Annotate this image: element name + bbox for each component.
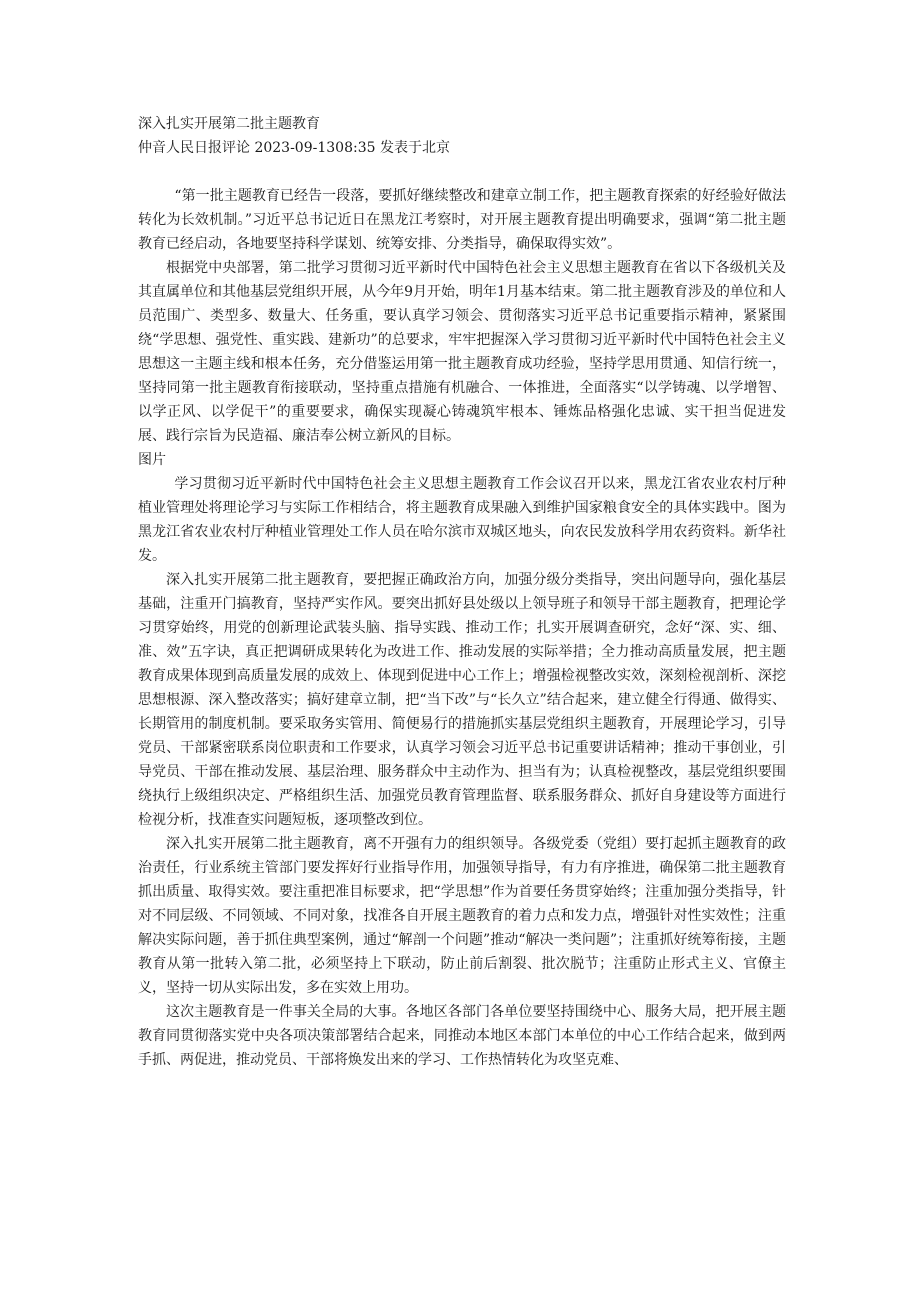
article-page (138, 112, 786, 1072)
article-byline: 仲音人民日报评论 2023-09-1308:35 发表于北京 (138, 140, 450, 156)
article-title: 深入扎实开展第二批主题教育 (138, 116, 320, 132)
blank-line (138, 160, 786, 184)
image-placeholder-label: 图片 (138, 452, 166, 468)
paragraph-overall: 这次主题教育是一件事关全局的大事。各地区各部门各单位要坚持围绕中心、服务大局，把开展主题教育同贯彻落实党中央各项决策部署结合起来，同推动本地区本部门本单位的中心工作结合起来，做到两手抓、两促进，推动党员、干部将焕发出来的学习、工作热情转化为攻坚克难、 (138, 1004, 786, 1068)
paragraph-leadership: 深入扎实开展第二批主题教育，离不开强有力的组织领导。各级党委（党组）要打起抓主题教育的政治责任，行业系统主管部门要发挥好行业指导作用，加强领导指导，有力有序推进，确保第二批主题教育抓出质量、取得实效。要注重把准目标要求，把“学思想”作为首要任务贯穿始终；注重加强分类指导，针对不同层级、不同领域、不同对象，找准各自开展主题教育的着力点和发力点，增强针对性实效性；注重解决实际问题，善于抓住典型案例，通过“解剖一个问题”推动“解决一类问题”；注重抓好统筹衔接，主题教育从第一批转入第二批，必须坚持上下联动，防止前后割裂、批次脱节；注重防止形式主义、官僚主义，坚持一切从实际出发，多在实效上用功。 (138, 836, 786, 996)
paragraph-requirements: 深入扎实开展第二批主题教育，要把握正确政治方向，加强分级分类指导，突出问题导向，强化基层基础，注重开门搞教育，坚持严实作风。要突出抓好县处级以上领导班子和领导干部主题教育，把理论学习贯穿始终，用党的创新理论武装头脑、指导实践、推动工作；扎实开展调查研究，念好“深、实、细、准、效”五字诀，真正把调研成果转化为改进工作、推动发展的实际举措；全力推动高质量发展，把主题教育成果体现到高质量发展的成效上、体现到促进中心工作上；增强检视整改实效，深刻检视剖析、深挖思想根源、深入整改落实；搞好建章立制，把“当下改”与“长久立”结合起来，建立健全行得通、做得实、长期管用的制度机制。要采取务实管用、简便易行的措施抓实基层党组织主题教育，开展理论学习，引导党员、干部紧密联系岗位职责和工作要求，认真学习领会习近平总书记重要讲话精神；推动干事创业，引导党员、干部在推动发展、基层治理、服务群众中主动作为、担当有为；认真检视整改，基层党组织要围绕执行上级组织决定、严格组织生活、加强党员教育管理监督、联系服务群众、抓好自身建设等方面进行检视分析，找准查实问题短板，逐项整改到位。 (138, 572, 786, 828)
paragraph-deployment: 根据党中央部署，第二批学习贯彻习近平新时代中国特色社会主义思想主题教育在省以下各级机关及其直属单位和其他基层党组织开展，从今年9月开始，明年1月基本结束。第二批主题教育涉及的单位和人员范围广、类型多、数量大、任务重，要认真学习领会、贯彻落实习近平总书记重要指示精神，紧紧围绕“学思想、强党性、重实践、建新功”的总要求，牢牢把握深入学习贯彻习近平新时代中国特色社会主义思想这一主题主线和根本任务，充分借鉴运用第一批主题教育成功经验，坚持学思用贯通、知信行统一，坚持同第一批主题教育衔接联动，坚持重点措施有机融合、一体推进，全面落实“以学铸魂、以学增智、以学正风、以学促干”的重要要求，确保实现凝心铸魂筑牢根本、锤炼品格强化忠诚、实干担当促进发展、践行宗旨为民造福、廉洁奉公树立新风的目标。 (138, 260, 786, 444)
paragraph-intro: “第一批主题教育已经告一段落，要抓好继续整改和建章立制工作，把主题教育探索的好经验好做法转化为长效机制。”习近平总书记近日在黑龙江考察时，对开展主题教育提出明确要求，强调“第二批主题教育已经启动，各地要坚持科学谋划、统筹安排、分类指导，确保取得实效”。 (138, 188, 786, 252)
image-caption: 学习贯彻习近平新时代中国特色社会主义思想主题教育工作会议召开以来，黑龙江省农业农村厅种植业管理处将理论学习与实际工作相结合，将主题教育成果融入到维护国家粮食安全的具体实践中。图为黑龙江省农业农村厅种植业管理处工作人员在哈尔滨市双城区地头，向农民发放科学用农药资料。新华社发。 (138, 476, 786, 564)
